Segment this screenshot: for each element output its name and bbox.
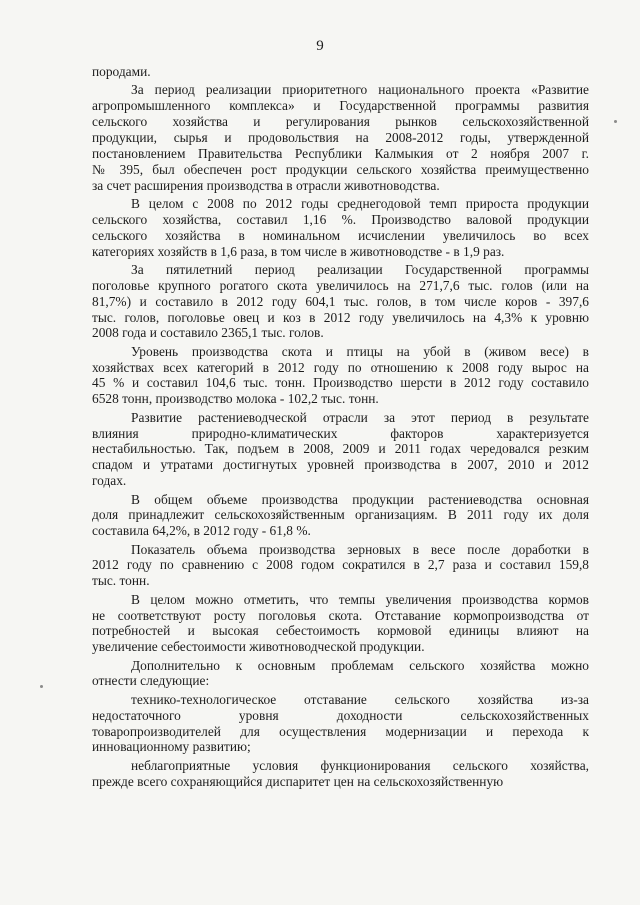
- text-line: потребностей и высокая себестоимость кормовой единицы влияют на: [92, 623, 589, 639]
- paragraph: [92, 542, 589, 590]
- paragraph: [92, 64, 589, 80]
- text-line: 6528 тонн, производство молока - 102,2 тыс. тонн.: [92, 391, 379, 407]
- text-line: годах.: [92, 473, 127, 489]
- document-body: [92, 64, 589, 792]
- page-number: 9: [316, 38, 324, 54]
- text-line: тыс. голов, поголовье овец и коз в 2012 году увеличилось на 4,3% к уровню: [92, 309, 589, 325]
- text-line: влияния природно-климатических факторов характеризуется: [92, 425, 589, 441]
- text-line: отнести следующие:: [92, 673, 210, 689]
- paragraph: [92, 692, 589, 756]
- text-line: Уровень производства скота и птицы на убой в (живом весе) в: [131, 343, 589, 359]
- text-line: Дополнительно к основным проблемам сельского хозяйства можно: [131, 657, 589, 673]
- text-line: продукции, сырья и продовольствия на 2008-2012 годы, утвержденной: [92, 129, 589, 145]
- text-line: сельского хозяйства и регулирования рынков сельскохозяйственной: [92, 114, 589, 130]
- paragraph: [92, 196, 589, 260]
- text-line: поголовье крупного рогатого скота увеличилось на 271,7,6 тыс. голов (или на: [92, 277, 589, 293]
- paragraph: [92, 262, 589, 341]
- text-line: постановлением Правительства Республики Калмыкия от 2 ноября 2007 г.: [92, 145, 589, 161]
- text-line: увеличение себестоимости животноводческой продукции.: [92, 639, 425, 655]
- paragraph: [92, 592, 589, 656]
- text-line: спадом и утратами достигнутых уровней производства в 2007, 2010 и 2012: [92, 457, 589, 473]
- text-line: сельского хозяйства, составил 1,16 %. Производство валовой продукции: [92, 211, 589, 227]
- text-line: породами.: [92, 64, 151, 79]
- text-line: неблагоприятные условия функционирования сельского хозяйства,: [131, 757, 589, 773]
- text-line: прежде всего сохраняющийся диспаритет цен на сельскохозяйственную: [92, 773, 504, 789]
- text-line: доля принадлежит сельскохозяйственным организациям. В 2011 году их доля: [92, 507, 589, 523]
- text-line: В целом можно отметить, что темпы увеличения производства кормов: [131, 591, 589, 607]
- text-line: сельского хозяйства в номинальном исчислении увеличилось во всех: [92, 227, 589, 243]
- scan-speck: [614, 120, 617, 123]
- text-line: инновационному развитию;: [92, 739, 251, 755]
- text-line: хозяйствах всех категорий в 2012 году по отношению к 2008 году вырос на: [92, 359, 589, 375]
- text-line: В общем объеме производства продукции растениеводства основная: [131, 491, 589, 507]
- text-line: 2012 году по сравнению с 2008 годом сократился в 2,7 раза и составил 159,8: [92, 557, 589, 573]
- paragraph: [92, 658, 589, 690]
- text-line: агропромышленного комплекса» и Государственной программы развития: [92, 98, 589, 114]
- text-line: В целом с 2008 по 2012 годы среднегодовой темп прироста продукции: [131, 195, 589, 211]
- paragraph: [92, 82, 589, 193]
- text-line: Показатель объема производства зерновых в весе после доработки в: [131, 541, 589, 557]
- text-line: технико-технологическое отставание сельского хозяйства из-за: [131, 691, 589, 707]
- text-line: 81,7%) и составило в 2012 году 604,1 тыс. голов, в том числе коров - 397,6: [92, 293, 589, 309]
- text-line: Развитие растениеводческой отрасли за этот период в результате: [131, 409, 589, 425]
- text-line: категориях хозяйств в 1,6 раза, в том числе в животноводстве - в 1,9 раз.: [92, 243, 505, 259]
- paragraph: [92, 344, 589, 408]
- paragraph: [92, 758, 589, 790]
- text-line: тыс. тонн.: [92, 573, 150, 589]
- text-line: № 395, был обеспечен рост продукции сельского хозяйства преимущественно: [92, 161, 589, 177]
- paragraph: [92, 492, 589, 540]
- scan-speck: [40, 685, 43, 688]
- text-line: недостаточного уровня доходности сельскохозяйственных: [92, 707, 589, 723]
- text-line: 2008 года и составило 2365,1 тыс. голов.: [92, 325, 324, 341]
- text-line: 45 % и составил 104,6 тыс. тонн. Производство шерсти в 2012 году составило: [92, 375, 589, 391]
- text-line: За период реализации приоритетного национального проекта «Развитие: [131, 82, 589, 98]
- text-line: нестабильностью. Так, подъем в 2008, 2009 и 2011 годах чередовался резким: [92, 441, 589, 457]
- text-line: не соответствуют росту поголовья скота. Отставание кормопроизводства от: [92, 607, 589, 623]
- text-line: составила 64,2%, в 2012 году - 61,8 %.: [92, 523, 311, 539]
- paragraph: [92, 410, 589, 489]
- text-line: товаропроизводителей для осуществления модернизации и перехода к: [92, 723, 589, 739]
- text-line: за счет расширения производства в отрасли животноводства.: [92, 177, 440, 193]
- text-line: За пятилетний период реализации Государственной программы: [131, 261, 589, 277]
